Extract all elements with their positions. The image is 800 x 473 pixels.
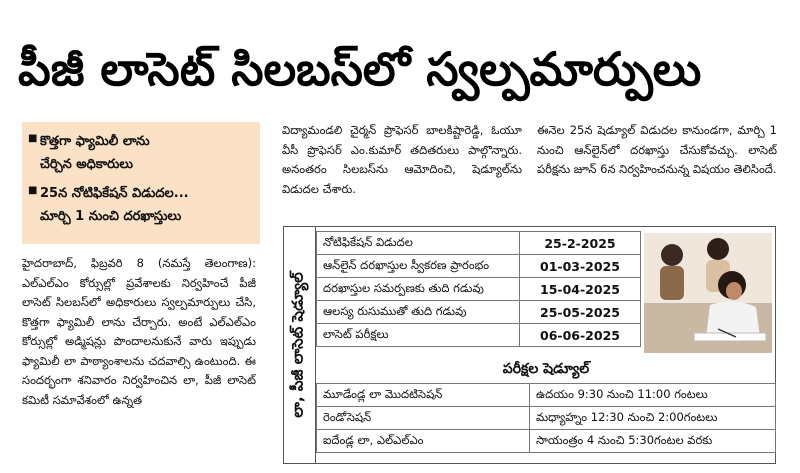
table-row: [317, 301, 641, 324]
event-cell: ఆన్‌లైన్ దరఖాస్తుల స్వీకరణ ప్రారంభం: [317, 255, 520, 278]
date-cell: 15-04-2025: [520, 278, 641, 301]
students-photo-illustration: [644, 233, 772, 353]
table-row: [317, 324, 641, 347]
event-cell: దరఖాస్తుల సమర్పణకు తుది గడువు: [317, 278, 520, 301]
highlight-line: 25న నోటిఫికేషన్ విడుదల...: [40, 186, 189, 201]
table-row: [317, 407, 776, 430]
highlight-line: మార్చి 1 నుంచి దరఖాస్తులు: [40, 209, 182, 224]
exam-schedule-title: పరీక్షల షెడ్యూల్: [502, 361, 590, 377]
article-column-middle: విద్యామండలి చైర్మన్ ప్రొఫెసర్ బాలకిష్టారెడ్డి, ఓయూ వీసీ ప్రొఫెసర్ ఎం.కుమార్ తదితరులు పాల్గొన్నారు. అనంతరం సిలబస్‌ను ఆమోదించి, షెడ్యూల్‌ను విడుదల చేశారు.: [282, 123, 522, 196]
event-cell: ఆలస్య రుసుముతో తుది గడువు: [317, 301, 520, 324]
table-row: [317, 278, 641, 301]
headline: పీజీ లాసెట్ సిలబస్‌లో స్వల్పమార్పులు: [18, 42, 702, 96]
square-bullet-icon: ■: [28, 185, 38, 196]
highlight-line: కొత్తగా ఫ్యామిలీ లాను: [40, 134, 150, 149]
date-cell: 01-03-2025: [520, 255, 641, 278]
event-cell: నోటిఫికేషన్ విడుదల: [317, 232, 520, 255]
table-row: [317, 384, 776, 407]
exam-time-cell: మధ్యాహ్నం 12:30 నుంచి 2:00గంటలు: [530, 407, 776, 430]
highlights-box: [22, 122, 260, 244]
schedule-box: [283, 226, 776, 464]
exam-name-cell: మూడేండ్ల లా మొదటిసెషన్: [317, 384, 530, 407]
exam-table: [316, 383, 776, 453]
dates-table: [316, 231, 641, 347]
date-cell: 25-05-2025: [520, 301, 641, 324]
table-row: [317, 232, 641, 255]
exam-name-cell: ఐదేండ్ల లా, ఎల్ఎల్ఎం: [317, 430, 530, 453]
article-column-right: ఈనెల 25న షెడ్యూల్ విడుదల కానుండగా, మార్చి 1 నుంచి ఆన్‌లైన్‌లో దరఖాస్తు చేసుకోవచ్చు. లాసెట్ పరీక్షను జూన్ 6న నిర్వహించనున్న విషయం తెలిసిందే.: [537, 123, 777, 176]
highlight-item: [28, 182, 254, 228]
event-cell: లాసెట్ పరీక్షలు: [317, 324, 520, 347]
highlight-line: చేర్చిన అధికారులు: [40, 157, 134, 172]
exam-time-cell: సాయంత్రం 4 నుంచి 5:30గంటల వరకు: [530, 430, 776, 453]
article-column-left: హైదరాబాద్, ఫిబ్రవరి 8 (నమస్తే తెలంగాణ): ఎల్ఎల్ఎం కోర్సుల్లో ప్రవేశాలకు నిర్వహించే పీజీ లాసెట్ సిలబస్‌లో అధికారులు స్వల్పమార్పులు చేసి, కొత్తగా ఫ్యామిలీ లాను చేర్చారు. అంటే ఎల్ఎల్ఎం కోర్సుల్లో అడ్మిషన్లు పొందాలనుకునే వారు ఇప్పుడు ఫ్యామిలీ లా పాఠ్యాంశాలను చదవాల్సి ఉంటుంది. ఈ సందర్భంగా శనివారం నిర్వహించిన లా, పీజీ లాసెట్ కమిటీ సమావేశంలో ఉన్నత: [22, 256, 256, 407]
table-row: [317, 255, 641, 278]
date-cell: 25-2-2025: [520, 232, 641, 255]
exam-name-cell: రెండోసెషన్: [317, 407, 530, 430]
highlight-item: [28, 130, 254, 176]
schedule-vertical-title: లా, పీజీ లాసెట్ షెడ్యూల్: [284, 227, 316, 463]
square-bullet-icon: ■: [28, 133, 38, 144]
table-row: [317, 430, 776, 453]
date-cell: 06-06-2025: [520, 324, 641, 347]
exam-time-cell: ఉదయం 9:30 నుంచి 11:00 గంటలు: [530, 384, 776, 407]
